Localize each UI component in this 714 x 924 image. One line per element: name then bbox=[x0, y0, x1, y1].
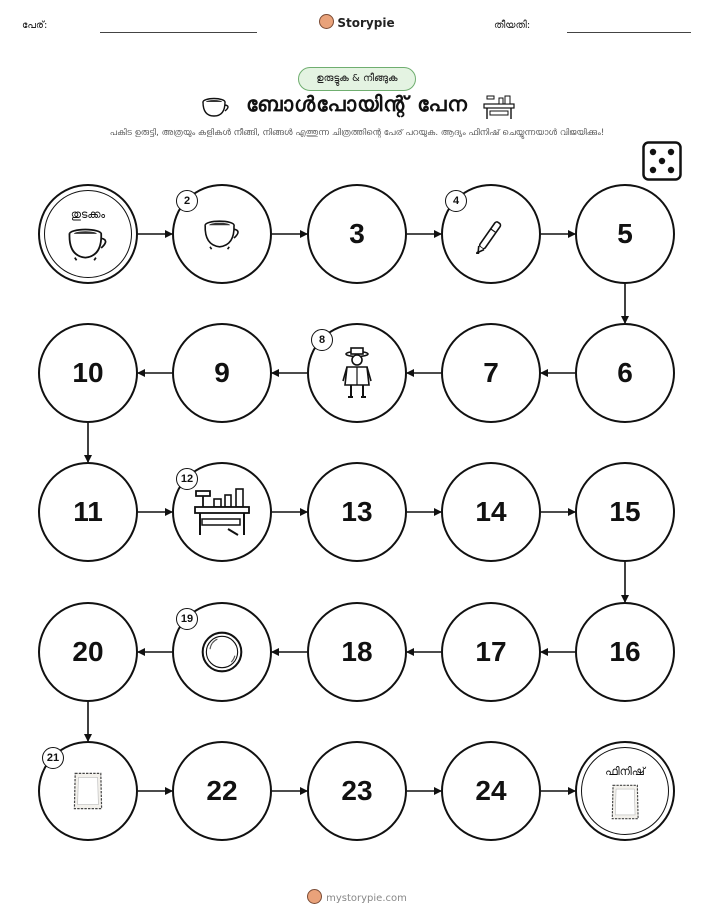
board-space-15[interactable] bbox=[575, 462, 675, 562]
board-space-10[interactable] bbox=[38, 323, 138, 423]
finish-label: ഫിനിഷ് bbox=[605, 765, 645, 778]
space-number-badge: 4 bbox=[445, 190, 467, 212]
board-space-6[interactable] bbox=[575, 323, 675, 423]
board-space-11[interactable] bbox=[38, 462, 138, 562]
board-space-16[interactable] bbox=[575, 602, 675, 702]
space-number-badge: 8 bbox=[311, 329, 333, 351]
storypie-footer-logo-icon bbox=[307, 889, 322, 904]
date-label: തീയതി: bbox=[494, 20, 531, 31]
name-label: പേര്: bbox=[22, 20, 48, 31]
board-space-3[interactable] bbox=[307, 184, 407, 284]
start-label: തുടക്കം bbox=[70, 208, 106, 221]
brand-name: Storypie bbox=[337, 16, 395, 30]
space-number: 17 bbox=[475, 636, 507, 667]
footer-url[interactable]: mystorypie.com bbox=[326, 893, 407, 904]
board-space-24[interactable] bbox=[441, 741, 541, 841]
space-number: 15 bbox=[609, 496, 641, 527]
activity-tag: ഉരുട്ടുക & നീങ്ങുക bbox=[298, 67, 416, 91]
space-number: 6 bbox=[617, 357, 633, 388]
space-number: 16 bbox=[609, 636, 641, 667]
pot-icon bbox=[40, 226, 136, 261]
space-number: 11 bbox=[73, 496, 103, 527]
space-number: 24 bbox=[475, 775, 507, 806]
board-space-20[interactable] bbox=[38, 602, 138, 702]
start-space[interactable] bbox=[38, 184, 138, 284]
instructions: പകിട ഉരുട്ടി, അത്രയും കളികൾ നീങ്ങി, നിങ്ങൾ എത്തുന്ന ചിത്രത്തിന്റെ പേര് പറയുക. ആദ്യം ഫിനിഷ് ചെയ്യുന്നയാൾ വിജയിക്കും! bbox=[109, 128, 605, 138]
space-number: 18 bbox=[341, 636, 373, 667]
paper-icon bbox=[577, 783, 673, 821]
space-number: 23 bbox=[341, 775, 373, 806]
board-space-18[interactable] bbox=[307, 602, 407, 702]
finish-space[interactable] bbox=[575, 741, 675, 841]
board-space-13[interactable] bbox=[307, 462, 407, 562]
space-number: 9 bbox=[214, 357, 230, 388]
space-number: 3 bbox=[349, 218, 365, 249]
space-number: 14 bbox=[475, 496, 507, 527]
space-number: 13 bbox=[341, 496, 373, 527]
board-space-7[interactable] bbox=[441, 323, 541, 423]
space-number-badge: 12 bbox=[176, 468, 198, 490]
space-number-badge: 19 bbox=[176, 608, 198, 630]
footer bbox=[0, 889, 714, 904]
space-number-badge: 2 bbox=[176, 190, 198, 212]
board-space-14[interactable] bbox=[441, 462, 541, 562]
space-number: 22 bbox=[206, 775, 238, 806]
board-space-23[interactable] bbox=[307, 741, 407, 841]
page-title: ബോൾപോയിന്റ് പേന bbox=[246, 92, 468, 116]
space-number: 10 bbox=[72, 357, 104, 388]
board-space-9[interactable] bbox=[172, 323, 272, 423]
space-number: 5 bbox=[617, 218, 633, 249]
board-space-5[interactable] bbox=[575, 184, 675, 284]
board-space-17[interactable] bbox=[441, 602, 541, 702]
space-number: 20 bbox=[72, 636, 104, 667]
space-number-badge: 21 bbox=[42, 747, 64, 769]
space-number: 7 bbox=[483, 357, 499, 388]
board-space-22[interactable] bbox=[172, 741, 272, 841]
